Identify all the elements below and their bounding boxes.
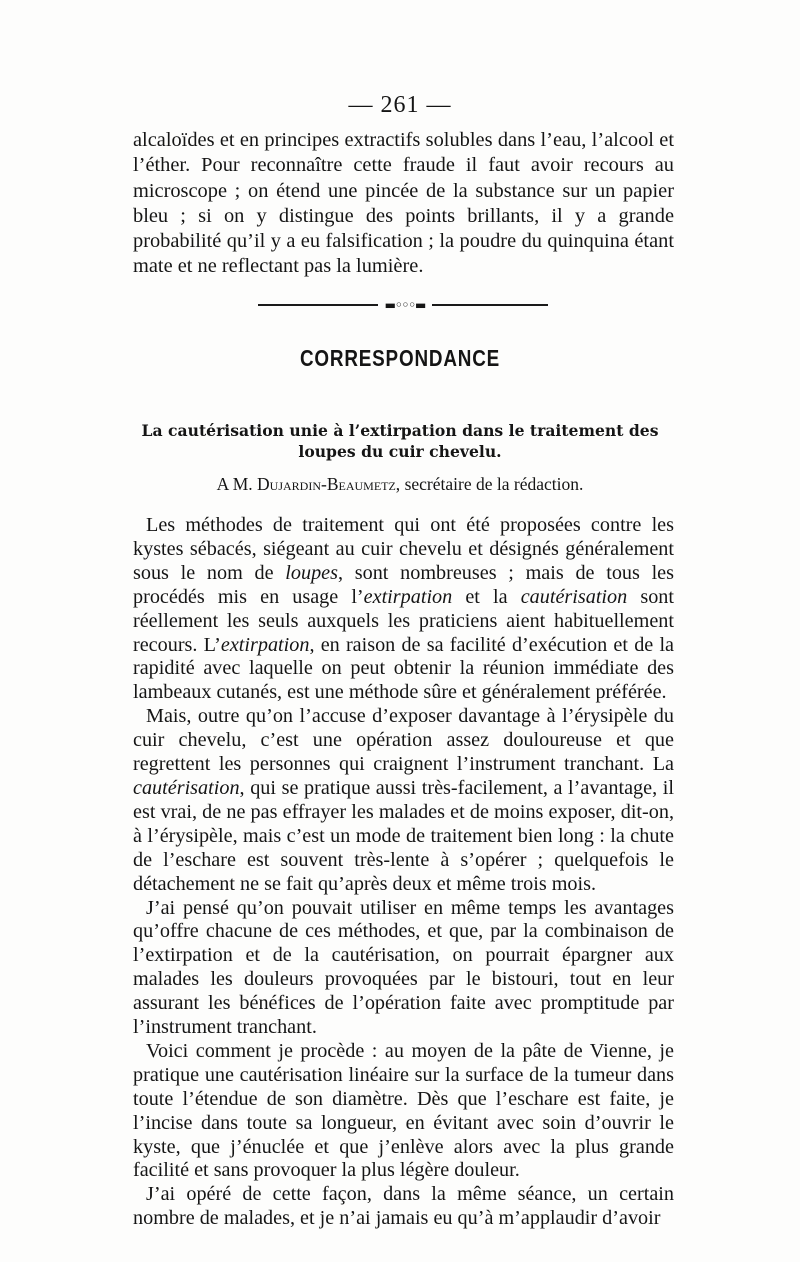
article-title: La cautérisation unie à l’extirpation dans le traitement des loupes du cuir chevelu.	[141, 421, 659, 461]
text-run: et la	[452, 585, 521, 608]
italic-term: extirpation	[220, 633, 310, 656]
intro-text-block	[133, 128, 674, 280]
intro-paragraph: alcaloïdes et en principes extractifs solubles dans l’eau, l’alcool et l’éther. Pour reconnaître cette fraude il faut avoir recours au microscope ; on étend une pincée de la substance sur un papier bleu ; si on y distingue des points brillants, il y a grande probabilité qu’il y a eu falsification ; la poudre du quinquina étant mate et ne reflectant pas la lumière.	[133, 129, 674, 278]
body-paragraph-1	[133, 514, 674, 705]
text-run: , qui se pratique aussi très-facilement, a l’avantage, il est vrai, de ne pas effrayer les malades et de moins exposer, dit-on, à l’érysipèle, mais c’est un mode de traitement bien long : la chute de l’eschare est souvent très-lente à s’opérer ; quelquefois le détachement ne se fait qu’après deux et même trois mois.	[133, 776, 674, 895]
address-line	[0, 474, 800, 495]
page-number: — 261 —	[348, 92, 452, 118]
text-run: Mais, outre qu’on l’accuse d’exposer davantage à l’érysipèle du cuir chevelu, c’est une opération assez douloureuse et que regrettent les personnes qui craignent l’instrument tranchant. La	[133, 705, 674, 776]
body-paragraph-5: J’ai opéré de cette façon, dans la même séance, un certain nombre de malades, et je n’ai jamais eu qu’à m’applaudir d’avoir	[133, 1183, 674, 1230]
address-suffix: secrétaire de la rédaction.	[404, 474, 584, 494]
text-run: , en raison de sa facilité d’exécution et de la rapidité avec laquelle on peut obtenir la réunion immédiate des lambeaux cutanés, est une méthode sûre et généralement préférée.	[133, 633, 675, 704]
italic-term: cautérisation	[520, 585, 628, 608]
separator-ornament: ▬◦◦◦▬	[378, 299, 432, 311]
body-paragraph-2	[133, 705, 674, 896]
body-paragraph-4: Voici comment je procède : au moyen de la pâte de Vienne, je pratique une cautérisation linéaire sur la surface de la tumeur dans toute l’étendue de son diamètre. Dès que l’eschare est faite, je l’incise dans toute sa longueur, en évitant avec soin d’ouvrir le kyste, que j’énuclée et que j’enlève alors avec la plus grande facilité et sans provoquer la plus légère douleur.	[133, 1039, 674, 1182]
text-run: sont réellement les seuls auxquels les praticiens aient habituellement recours. L’	[133, 585, 674, 656]
italic-term: cautérisation	[133, 776, 240, 799]
italic-term: loupes	[285, 561, 338, 584]
section-separator	[258, 300, 548, 310]
address-name: Dujardin-Beaumetz,	[257, 474, 401, 494]
text-run: Les méthodes de traitement qui ont été proposées contre les kystes sébacés, siégeant au cuir chevelu et désignés généralement sous le nom de	[133, 514, 674, 584]
italic-term: extirpation	[363, 585, 453, 608]
letter-body	[133, 514, 674, 1231]
address-prefix: A M.	[216, 474, 253, 494]
body-paragraph-3: J’ai pensé qu’on pouvait utiliser en même temps les avantages qu’offre chacune de ces méthodes, et que, par la combinaison de l’extirpation et de la cautérisation, on pourrait épargner aux malades les douleurs provoquées par le bistouri, tout en leur assurant les bénéfices de l’opération faite avec promptitude par l’instrument tranchant.	[133, 896, 674, 1039]
text-run: , sont nombreuses ; mais de tous les procédés mis en usage l’	[133, 561, 675, 608]
section-heading: CORRESPONDANCE	[299, 345, 501, 371]
